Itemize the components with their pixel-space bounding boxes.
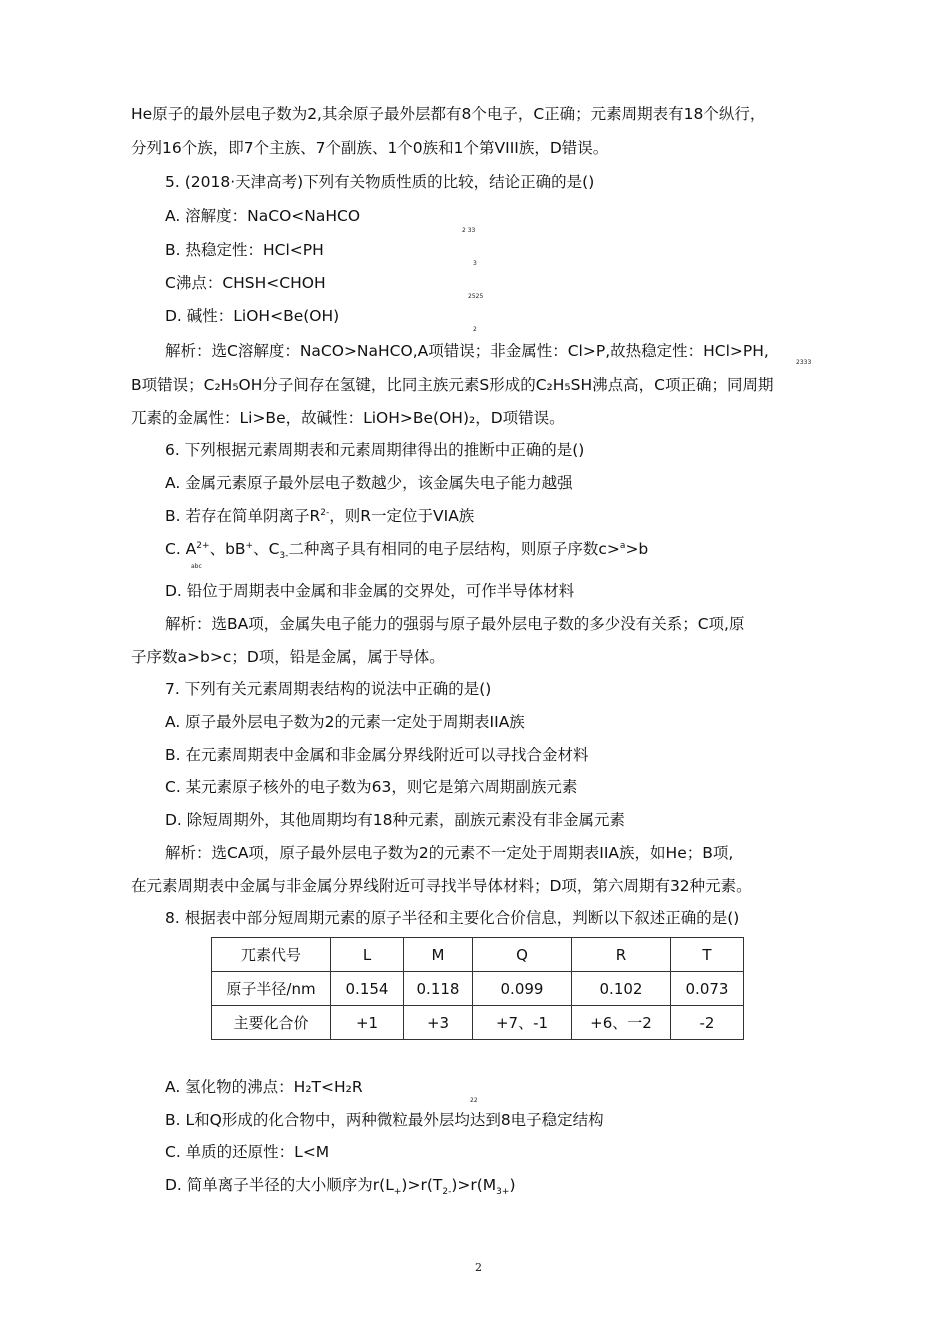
answer-continuation-line-1: He原子的最外层电子数为2,其余原子最外层都有8个电子，C正确；元素周期表有18个纵行，	[131, 105, 766, 123]
subscript-fragment: 2525	[468, 293, 484, 300]
table-cell: 0.099	[473, 972, 572, 1006]
subscript-fragment: 2333	[796, 359, 812, 366]
table-header-cell: T	[671, 938, 744, 972]
table-cell: 0.102	[572, 972, 671, 1006]
question-5-analysis-line-2: B项错误；C₂H₅OH分子间存在氢键，比同主族元素S形成的C₂H₅SH沸点高，C项正确；同周期	[131, 376, 774, 394]
subscript-fragment: 3	[473, 260, 477, 267]
page-number: 2	[475, 1261, 482, 1274]
question-6-analysis-line-2: 子序数a>b>c；D项，铅是金属，属于导体。	[131, 648, 445, 666]
question-5-option-c: C沸点：CHSH<CHOH	[165, 274, 326, 292]
question-8-option-c: C. 单质的还原性：L<M	[165, 1143, 330, 1161]
question-5-stem: 5. (2018·天津高考)下列有关物质性质的比较，结论正确的是()	[165, 173, 595, 191]
question-8-stem: 8. 根据表中部分短周期元素的原子半径和主要化合价信息，判断以下叙述正确的是()	[165, 909, 740, 927]
subscript-fragment: 2	[473, 326, 477, 333]
answer-continuation-line-2: 分列16个族，即7个主族、7个副族、1个0族和1个第VIII族，D错误。	[131, 139, 609, 157]
table-header-cell: 兀素代号	[212, 938, 331, 972]
question-7-option-a: A. 原子最外层电子数为2的元素一定处于周期表IIA族	[165, 713, 525, 731]
subscript-fragment: 2 33	[462, 227, 476, 234]
table-cell: +7、-1	[473, 1006, 572, 1040]
question-5-analysis-line-3: 兀素的金属性：Li>Be，故碱性：LiOH>Be(OH)₂，D项错误。	[131, 409, 565, 427]
question-6-analysis-line-1: 解析：选BA项，金属失电子能力的强弱与原子最外层电子数的多少没有关系；C项,原	[165, 615, 745, 633]
question-6-option-a: A. 金属元素原子最外层电子数越少，该金属失电子能力越强	[165, 474, 573, 492]
table-cell: +3	[404, 1006, 473, 1040]
question-5-option-b: B. 热稳定性：HCl<PH	[165, 241, 324, 259]
table-cell: 0.118	[404, 972, 473, 1006]
table-cell: 0.154	[331, 972, 404, 1006]
question-7-option-d: D. 除短周期外，其他周期均有18种元素，副族元素没有非金属元素	[165, 811, 626, 829]
question-5-analysis-line-1: 解析：选C溶解度：NaCO>NaHCO,A项错误；非金属性：Cl>P,故热稳定性：HCl>PH,	[165, 342, 769, 360]
question-7-option-b: B. 在元素周期表中金属和非金属分界线附近可以寻找合金材料	[165, 746, 589, 764]
question-6-option-c: C. $A^{2+}$、bB+、$C_{3-}$二种离子具有相同的电子层结构，则原子序数c>$^a$>b	[165, 540, 649, 562]
question-8-option-d: D. 简单离子半径的大小顺序为$r(L_+)>r(T_{2-})>r(M_{3+})$	[165, 1176, 516, 1198]
table-cell: +1	[331, 1006, 404, 1040]
subscript-fragment: abc	[191, 563, 202, 570]
question-7-analysis-line-2: 在元素周期表中金属与非金属分界线附近可寻找半导体材料；D项，第六周期有32种元素。	[131, 877, 752, 895]
table-header-cell: L	[331, 938, 404, 972]
table-header-cell: M	[404, 938, 473, 972]
table-cell: 原子半径/nm	[212, 972, 331, 1006]
question-7-option-c: C. 某元素原子核外的电子数为63，则它是第六周期副族元素	[165, 778, 578, 796]
question-5-option-a: A. 溶解度：NaCO<NaHCO	[165, 207, 361, 225]
table-cell: +6、一2	[572, 1006, 671, 1040]
subscript-fragment: 22	[470, 1097, 478, 1104]
question-6-option-d: D. 铅位于周期表中金属和非金属的交界处，可作半导体材料	[165, 582, 575, 600]
question-8-option-b: B. L和Q形成的化合物中，两种微粒最外层均达到8电子稳定结构	[165, 1111, 604, 1129]
table-cell: 主要化合价	[212, 1006, 331, 1040]
question-5-option-d: D. 碱性：LiOH<Be(OH)	[165, 307, 340, 325]
table-header-row	[212, 938, 744, 972]
table-cell: -2	[671, 1006, 744, 1040]
question-7-analysis-line-1: 解析：选CA项，原子最外层电子数为2的元素不一定处于周期表IIA族，如He；B项,	[165, 844, 734, 862]
table-header-cell: Q	[473, 938, 572, 972]
table-row	[212, 1006, 744, 1040]
question-6-option-b: B. 若存在简单阴离子$R^{2-}$，则R一定位于VIA族	[165, 507, 475, 525]
question-7-stem: 7. 下列有关元素周期表结构的说法中正确的是()	[165, 680, 492, 698]
element-data-table	[211, 937, 744, 1040]
table-row	[212, 972, 744, 1006]
table-cell: 0.073	[671, 972, 744, 1006]
question-8-option-a: A. 氢化物的沸点：H₂T<H₂R	[165, 1078, 363, 1096]
question-6-stem: 6. 下列根据元素周期表和元素周期律得出的推断中正确的是()	[165, 441, 585, 459]
table-header-cell: R	[572, 938, 671, 972]
